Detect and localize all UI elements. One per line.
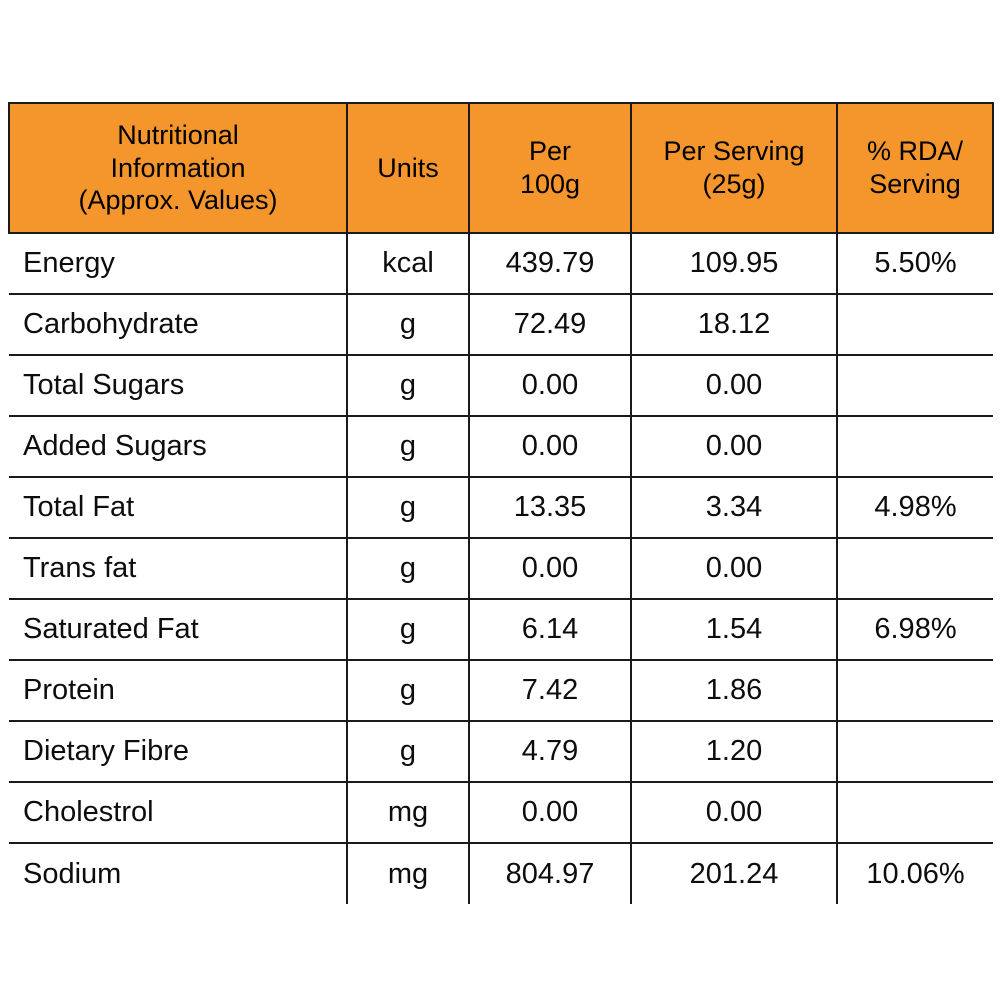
header-serving-line-1: Per Serving	[663, 136, 805, 167]
column-header-per-serving	[631, 103, 837, 233]
cell-units: g	[347, 355, 469, 416]
cell-units: g	[347, 660, 469, 721]
header-line-1: Nutritional	[117, 119, 239, 150]
cell-rda-percent	[837, 355, 993, 416]
cell-per-100g: 0.00	[469, 355, 631, 416]
cell-units: kcal	[347, 233, 469, 294]
cell-rda-percent: 6.98%	[837, 599, 993, 660]
cell-per-serving: 0.00	[631, 782, 837, 843]
cell-rda-percent	[837, 416, 993, 477]
table-header	[9, 103, 993, 233]
cell-per-serving: 0.00	[631, 538, 837, 599]
cell-per-100g: 4.79	[469, 721, 631, 782]
cell-per-100g: 804.97	[469, 843, 631, 904]
cell-per-100g: 13.35	[469, 477, 631, 538]
cell-nutrient-name: Saturated Fat	[9, 599, 347, 660]
table-row	[9, 477, 993, 538]
column-header-nutritional-information	[9, 103, 347, 233]
cell-rda-percent: 5.50%	[837, 233, 993, 294]
cell-per-100g: 7.42	[469, 660, 631, 721]
cell-units: g	[347, 721, 469, 782]
cell-rda-percent	[837, 660, 993, 721]
cell-per-serving: 201.24	[631, 843, 837, 904]
table-row	[9, 416, 993, 477]
cell-units: g	[347, 294, 469, 355]
cell-units: g	[347, 416, 469, 477]
header-row	[9, 103, 993, 233]
cell-rda-percent: 4.98%	[837, 477, 993, 538]
table-row	[9, 233, 993, 294]
cell-rda-percent	[837, 294, 993, 355]
header-per100g-line-1: Per	[528, 136, 572, 167]
cell-per-serving: 1.54	[631, 599, 837, 660]
header-rda-line-2: Serving	[869, 169, 961, 199]
cell-per-serving: 1.20	[631, 721, 837, 782]
cell-nutrient-name: Cholestrol	[9, 782, 347, 843]
cell-per-serving: 3.34	[631, 477, 837, 538]
cell-per-100g: 439.79	[469, 233, 631, 294]
cell-units: g	[347, 538, 469, 599]
cell-rda-percent	[837, 782, 993, 843]
table-row	[9, 294, 993, 355]
cell-nutrient-name: Total Sugars	[9, 355, 347, 416]
nutrition-table-container	[8, 102, 992, 904]
cell-units: g	[347, 599, 469, 660]
cell-per-serving: 18.12	[631, 294, 837, 355]
header-units-label: Units	[377, 152, 439, 183]
column-header-units	[347, 103, 469, 233]
column-header-per-100g	[469, 103, 631, 233]
header-per100g-line-2: 100g	[519, 169, 581, 199]
header-line-2: Information	[110, 152, 246, 183]
cell-nutrient-name: Protein	[9, 660, 347, 721]
table-body	[9, 233, 993, 904]
header-serving-line-2: (25g)	[702, 169, 766, 199]
cell-nutrient-name: Total Fat	[9, 477, 347, 538]
cell-nutrient-name: Sodium	[9, 843, 347, 904]
cell-per-100g: 6.14	[469, 599, 631, 660]
cell-nutrient-name: Carbohydrate	[9, 294, 347, 355]
table-row	[9, 721, 993, 782]
cell-per-100g: 72.49	[469, 294, 631, 355]
header-line-3: (Approx. Values)	[78, 185, 278, 216]
header-rda-line-1: % RDA/	[866, 136, 964, 167]
table-row	[9, 660, 993, 721]
cell-rda-percent	[837, 538, 993, 599]
nutrition-facts-table	[8, 102, 994, 904]
cell-nutrient-name: Added Sugars	[9, 416, 347, 477]
table-row	[9, 355, 993, 416]
cell-nutrient-name: Dietary Fibre	[9, 721, 347, 782]
table-row	[9, 599, 993, 660]
cell-units: g	[347, 477, 469, 538]
cell-units: mg	[347, 782, 469, 843]
cell-per-serving: 1.86	[631, 660, 837, 721]
table-row	[9, 843, 993, 904]
cell-per-serving: 0.00	[631, 416, 837, 477]
cell-per-100g: 0.00	[469, 538, 631, 599]
cell-per-serving: 0.00	[631, 355, 837, 416]
cell-per-100g: 0.00	[469, 782, 631, 843]
cell-per-serving: 109.95	[631, 233, 837, 294]
table-row	[9, 538, 993, 599]
cell-rda-percent: 10.06%	[837, 843, 993, 904]
table-row	[9, 782, 993, 843]
cell-nutrient-name: Trans fat	[9, 538, 347, 599]
cell-rda-percent	[837, 721, 993, 782]
cell-nutrient-name: Energy	[9, 233, 347, 294]
cell-per-100g: 0.00	[469, 416, 631, 477]
cell-units: mg	[347, 843, 469, 904]
column-header-rda	[837, 103, 993, 233]
